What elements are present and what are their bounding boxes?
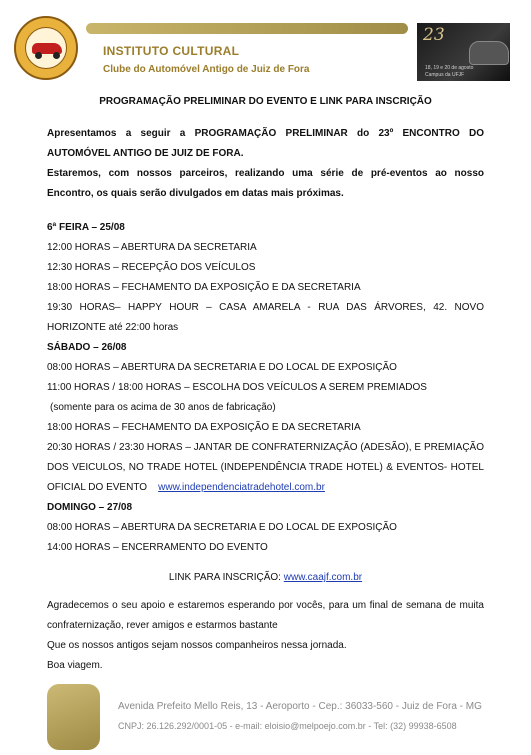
schedule-item: 08:00 HORAS – ABERTURA DA SECRETARIA E DO LOCAL DE EXPOSIÇÃO <box>47 522 397 533</box>
registration-label: LINK PARA INSCRIÇÃO: <box>168 572 281 583</box>
document-title: PROGRAMAÇÃO PRELIMINAR DO EVENTO E LINK PARA INSCRIÇÃO <box>99 96 432 107</box>
day-heading-saturday: SÁBADO – 26/08 <box>47 342 127 353</box>
schedule-item: 08:00 HORAS – ABERTURA DA SECRETARIA E DO LOCAL DE EXPOSIÇÃO <box>47 362 397 373</box>
wheel-icon <box>35 52 42 59</box>
schedule <box>47 218 484 588</box>
poster-text: 18, 19 e 20 de agosto Campus da UFJF <box>425 65 474 78</box>
footer-decoration <box>47 684 100 750</box>
intro-paragraph: Estaremos, com nossos parceiros, realizando uma série de pré-eventos ao nosso Encontro, os quais serão divulgados em datas mais próximas. <box>47 168 484 199</box>
schedule-item: 12:30 HORAS – RECEPÇÃO DOS VEÍCULOS <box>47 262 256 273</box>
wheel-icon <box>53 52 60 59</box>
schedule-item: 11:00 HORAS / 18:00 HORAS – ESCOLHA DOS VEÍCULOS A SEREM PREMIADOS <box>47 382 427 393</box>
intro-section <box>47 124 484 204</box>
car-icon <box>469 41 509 65</box>
schedule-item: 12:00 HORAS – ABERTURA DA SECRETARIA <box>47 242 257 253</box>
closing-paragraph: Que os nossos antigos sejam nossos companheiros nessa jornada. <box>47 640 347 651</box>
hotel-link[interactable]: www.independenciatradehotel.com.br <box>158 482 325 493</box>
closing-section <box>47 596 484 676</box>
closing-paragraph: Agradecemos o seu apoio e estaremos esperando por vocês, para um final de semana de muita confraternização, rever amigos e estarmos bastante <box>47 600 484 631</box>
intro-paragraph: Apresentamos a seguir a PROGRAMAÇÃO PRELIMINAR do 23º ENCONTRO DO AUTOMÓVEL ANTIGO DE JUIZ DE FORA. <box>47 128 484 159</box>
registration-link[interactable]: www.caajf.com.br <box>283 572 363 583</box>
schedule-item-text: 20:30 HORAS / 23:30 HORAS – JANTAR DE CONFRATERNIZAÇÃO (ADESÃO), E PREMIAÇÃO DOS VEICULOS, NO TRADE HOTEL (INDEPENDÊNCIA TRADE HOTEL) & EVENTOS- HOTEL OFICIAL DO EVENTO <box>47 442 484 493</box>
poster-title: 23 <box>423 25 445 45</box>
schedule-item: 18:00 HORAS – FECHAMENTO DA EXPOSIÇÃO E DA SECRETARIA <box>47 282 361 293</box>
header-bar <box>86 23 408 34</box>
logo-emblem <box>25 27 67 69</box>
schedule-item: 14:00 HORAS – ENCERRAMENTO DO EVENTO <box>47 542 268 553</box>
footer-address: Avenida Prefeito Mello Reis, 13 - Aeroporto - Cep.: 36033-560 - Juiz de Fora - MG <box>118 701 482 712</box>
schedule-item <box>47 438 484 498</box>
event-poster-image <box>417 23 510 81</box>
closing-paragraph: Boa viagem. <box>47 660 103 671</box>
schedule-note: (somente para os acima de 30 anos de fabricação) <box>50 402 276 413</box>
schedule-item: 19:30 HORAS– HAPPY HOUR – CASA AMARELA - RUA DAS ÁRVORES, 42. NOVO HORIZONTE até 22:00 horas <box>47 302 484 333</box>
org-name: INSTITUTO CULTURAL <box>103 44 240 58</box>
registration-row <box>47 568 484 588</box>
day-heading-sunday: DOMINGO – 27/08 <box>47 502 133 513</box>
schedule-item: 18:00 HORAS – FECHAMENTO DA EXPOSIÇÃO E DA SECRETARIA <box>47 422 361 433</box>
footer-contact: CNPJ: 26.126.292/0001-05 - e-mail: eloisio@melpoejo.com.br - Tel: (32) 99938-6508 <box>118 721 457 731</box>
day-heading-friday: 6ª FEIRA – 25/08 <box>47 222 125 233</box>
club-logo <box>14 16 78 80</box>
org-subtitle: Clube do Automóvel Antigo de Juiz de Fora <box>103 64 310 75</box>
